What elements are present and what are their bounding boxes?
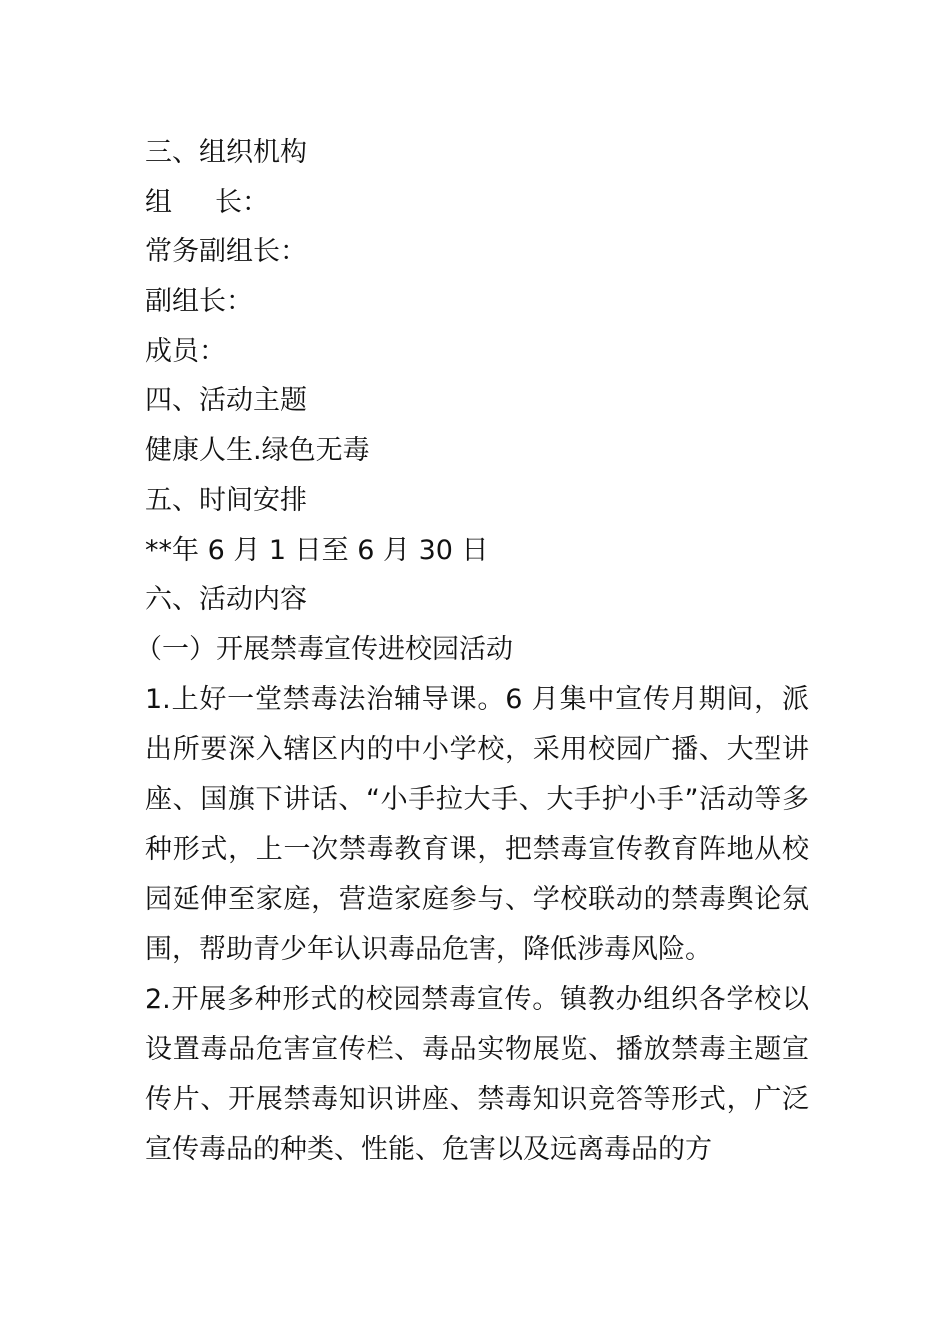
leader-label-part2: 长： [215, 186, 269, 218]
document-body [135, 128, 809, 1175]
section-heading-5: 五、时间安排 [145, 484, 307, 516]
leader-line [145, 178, 809, 228]
activity-theme: 健康人生.绿色无毒 [145, 435, 370, 467]
section-heading-4: 四、活动主题 [145, 385, 307, 417]
paragraph-2: 2.开展多种形式的校园禁毒宣传。镇教办组织各学校以设置毒品危害宣传栏、毒品实物展览、播放禁毒主题宣传片、开展禁毒知识讲座、禁毒知识竞答等形式，广泛宣传毒品的种类、性能、危害以及远离毒品的方 [145, 983, 809, 1165]
section-heading-3: 三、组织机构 [145, 137, 307, 168]
leader-label-part1: 组 [145, 186, 172, 218]
paragraph-1: 1.上好一堂禁毒法治辅导课。6 月集中宣传月期间，派出所要深入辖区内的中小学校，采用校园广播、大型讲座、国旗下讲话、“小手拉大手、大手护小手”活动等多种形式，上一次禁毒教育课，把禁毒宣传教育阵地从校园延伸至家庭，营造家庭参与、学校联动的禁毒舆论氛围，帮助青少年认识毒品危害，降低涉毒风险。 [145, 683, 809, 965]
executive-deputy-line: 常务副组长： [145, 236, 307, 268]
subsection-heading-1: （一）开展禁毒宣传进校园活动 [135, 633, 513, 665]
members-line: 成员： [145, 335, 226, 367]
deputy-line: 副组长： [145, 286, 253, 318]
section-heading-6: 六、活动内容 [145, 584, 307, 616]
schedule-dates: **年 6 月 1 日至 6 月 30 日 [145, 534, 489, 566]
